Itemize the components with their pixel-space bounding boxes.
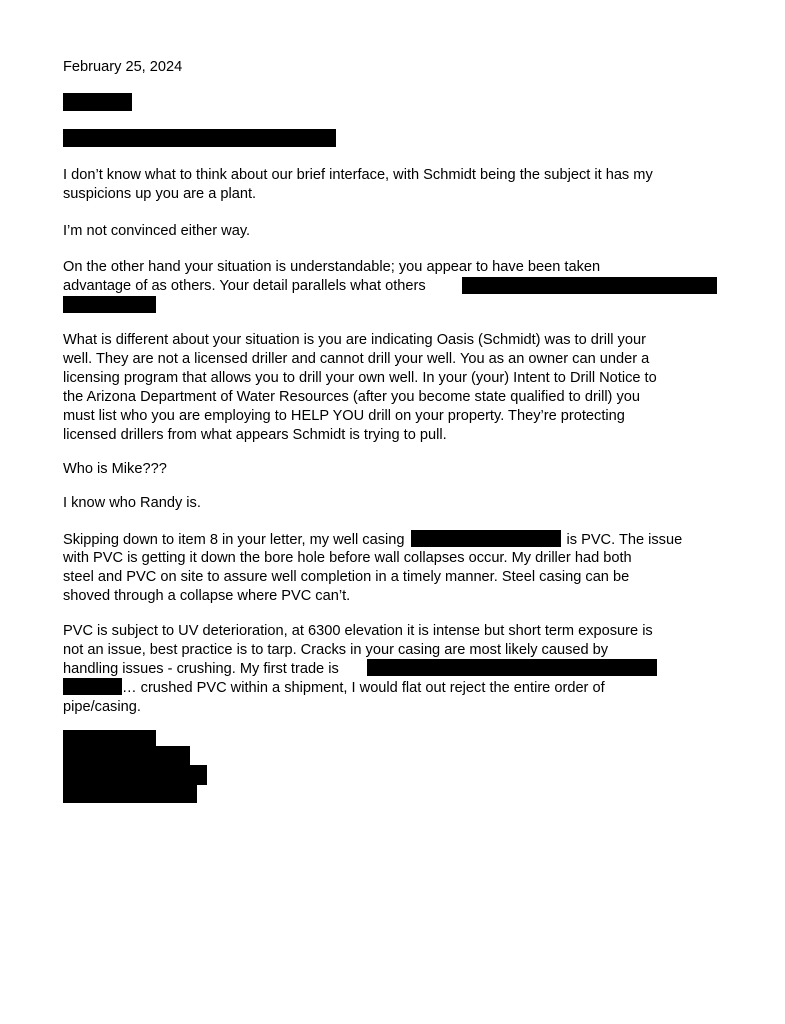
paragraph-4-line-6: licensed drillers from what appears Schmidt is trying to pull. bbox=[63, 427, 447, 443]
redaction-casing bbox=[411, 530, 561, 547]
paragraph-8-line-5: pipe/casing. bbox=[63, 699, 141, 715]
paragraph-7-line-3: steel and PVC on site to assure well completion in a timely manner. Steel casing can be bbox=[63, 569, 630, 585]
paragraph-7-line-1 bbox=[63, 530, 682, 550]
paragraph-7-text-a: Skipping down to item 8 in your letter, my well casing bbox=[63, 532, 405, 548]
redaction-signature-3 bbox=[63, 765, 207, 785]
paragraph-3-line-2 bbox=[63, 277, 426, 296]
redaction-recipient-address bbox=[63, 129, 336, 147]
redaction-recipient-name bbox=[63, 93, 132, 111]
paragraph-2: I’m not convinced either way. bbox=[63, 223, 251, 239]
redaction-others-2 bbox=[63, 296, 156, 313]
paragraph-1-line-2: suspicions up you are a plant. bbox=[63, 186, 257, 202]
paragraph-4-line-2: well. They are not a licensed driller and cannot drill your well. You as an owner can under a bbox=[63, 351, 650, 367]
paragraph-7-line-2: with PVC is getting it down the bore hole before wall collapses occur. My driller had both bbox=[63, 550, 632, 566]
paragraph-4-line-1: What is different about your situation is you are indicating Oasis (Schmidt) was to drill your bbox=[63, 332, 646, 348]
letter-date: February 25, 2024 bbox=[63, 59, 183, 75]
paragraph-8-line-2: not an issue, best practice is to tarp. Cracks in your casing are most likely caused by bbox=[63, 642, 609, 658]
paragraph-7-line-4: shoved through a collapse where PVC can’t. bbox=[63, 588, 351, 604]
paragraph-4-line-3: licensing program that allows you to drill your own well. In your (your) Intent to Drill Notice to bbox=[63, 370, 657, 386]
paragraph-3-line-1: On the other hand your situation is understandable; you appear to have been taken bbox=[63, 259, 601, 275]
paragraph-5: Who is Mike??? bbox=[63, 461, 167, 477]
redaction-others-1 bbox=[462, 277, 717, 294]
paragraph-8-text-a: handling issues - crushing. My first trade is bbox=[63, 661, 339, 677]
paragraph-3-text: advantage of as others. Your detail parallels what others bbox=[63, 278, 426, 294]
paragraph-6: I know who Randy is. bbox=[63, 495, 201, 511]
paragraph-4-line-4: the Arizona Department of Water Resources (after you become state qualified to drill) you bbox=[63, 389, 641, 405]
redaction-trade-2 bbox=[63, 678, 122, 695]
paragraph-4-line-5: must list who you are employing to HELP YOU drill on your property. They’re protecting bbox=[63, 408, 625, 424]
paragraph-8-line-3 bbox=[63, 660, 339, 679]
paragraph-7-text-b: is PVC. The issue bbox=[566, 532, 683, 548]
paragraph-8-line-4: … crushed PVC within a shipment, I would flat out reject the entire order of bbox=[122, 680, 605, 696]
paragraph-8-line-1: PVC is subject to UV deterioration, at 6300 elevation it is intense but short term exposure is bbox=[63, 623, 653, 639]
redaction-signature-4 bbox=[63, 783, 197, 803]
redaction-signature-2 bbox=[63, 746, 190, 767]
paragraph-1-line-1: I don’t know what to think about our brief interface, with Schmidt being the subject it has my bbox=[63, 167, 653, 183]
redaction-trade-1 bbox=[367, 659, 657, 676]
